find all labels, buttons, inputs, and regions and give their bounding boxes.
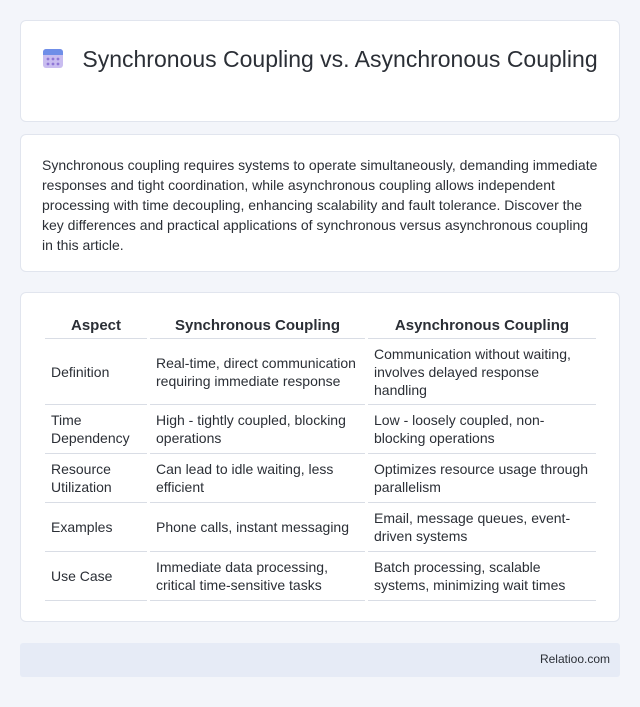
table-header-row: [45, 313, 596, 339]
page-title: [21, 45, 619, 74]
calendar-icon: [42, 47, 64, 69]
table-row: [45, 552, 596, 601]
table-row: [45, 339, 596, 405]
row-asynchronous: Batch processing, scalable systems, minimizing wait times: [368, 552, 596, 601]
intro-paragraph: Synchronous coupling requires systems to operate simultaneously, demanding immediate responses and tight coordination, while asynchronous coupling allows independent processing with time decoupling, enhancing scalability and fault tolerance. Discover the key differences and practical applications of synchronous versus asynchronous coupling in this article.: [42, 157, 598, 253]
row-synchronous: High - tightly coupled, blocking operations: [150, 405, 365, 454]
row-asynchronous: Optimizes resource usage through parallelism: [368, 454, 596, 503]
row-aspect: Definition: [45, 339, 147, 405]
intro-card: [20, 134, 620, 272]
header-synchronous: Synchronous Coupling: [150, 313, 365, 339]
row-synchronous: Phone calls, instant messaging: [150, 503, 365, 552]
row-aspect: Use Case: [45, 552, 147, 601]
row-aspect: Examples: [45, 503, 147, 552]
row-synchronous: Can lead to idle waiting, less efficient: [150, 454, 365, 503]
table-row: [45, 454, 596, 503]
table-row: [45, 405, 596, 454]
footer-bar: [20, 643, 620, 677]
row-aspect: Time Dependency: [45, 405, 147, 454]
row-synchronous: Real-time, direct communication requiring immediate response: [150, 339, 365, 405]
comparison-table: [42, 313, 599, 601]
table-row: [45, 503, 596, 552]
page-title-text: Synchronous Coupling vs. Asynchronous Coupling: [82, 46, 598, 72]
row-asynchronous: Communication without waiting, involves delayed response handling: [368, 339, 596, 405]
comparison-card: [20, 292, 620, 622]
row-asynchronous: Low - loosely coupled, non-blocking operations: [368, 405, 596, 454]
header-asynchronous: Asynchronous Coupling: [368, 313, 596, 339]
row-synchronous: Immediate data processing, critical time-sensitive tasks: [150, 552, 365, 601]
row-aspect: Resource Utilization: [45, 454, 147, 503]
row-asynchronous: Email, message queues, event-driven systems: [368, 503, 596, 552]
header-aspect: Aspect: [45, 313, 147, 339]
footer-brand-link[interactable]: Relatioo.com: [539, 652, 610, 666]
title-card: [20, 20, 620, 122]
